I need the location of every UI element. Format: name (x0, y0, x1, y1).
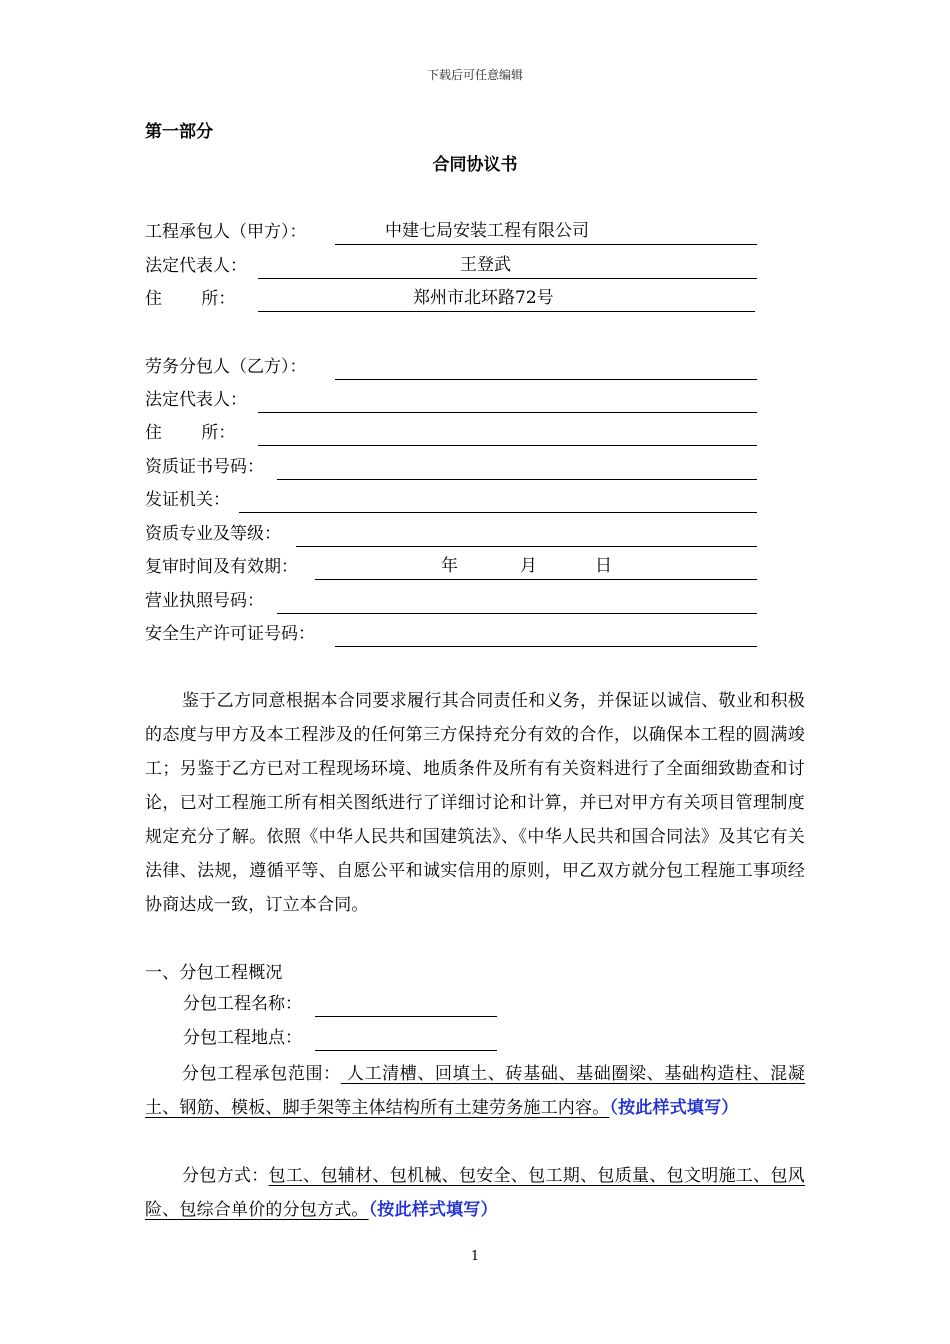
mode-label: 分包方式： (182, 1166, 269, 1186)
mode-value: 包工、包辅材、包机械、包安全、包工期、包质量、包文明施工、包风险、包综合单价的分包方式。 (145, 1166, 805, 1220)
field-value: 王登武 (460, 255, 511, 275)
document-title: 合同协议书 (432, 155, 518, 175)
party-b-qualification-row (145, 520, 757, 548)
party-a-address-row (145, 285, 755, 313)
party-a-legal-rep-row (145, 252, 757, 280)
field-label: 住 所： (145, 423, 236, 443)
page-number: 1 (470, 1249, 480, 1264)
mode-paragraph (145, 1159, 805, 1227)
field-underline[interactable] (239, 486, 757, 513)
field-label: 资质专业及等级： (145, 524, 281, 544)
party-a-contractor-row (145, 218, 757, 246)
field-underline[interactable] (335, 620, 757, 647)
field-label: 法定代表人： (145, 390, 247, 410)
field-value: 中建七局安装工程有限公司 (385, 221, 589, 241)
date-day-label: 日 (595, 556, 612, 576)
scope-paragraph (145, 1057, 805, 1125)
section-1-heading: 一、分包工程概况 (145, 963, 283, 983)
scope-label: 分包工程承包范围： (182, 1064, 341, 1084)
project-location-field[interactable] (315, 1024, 497, 1051)
field-value: 郑州市北环路72号 (413, 288, 554, 308)
party-b-cert-number-row (145, 453, 757, 481)
field-underline[interactable] (296, 520, 757, 547)
mode-fill-note: （按此样式填写） (368, 1200, 498, 1220)
field-label: 营业执照号码： (145, 591, 264, 611)
field-label: 劳务分包人（乙方）： (145, 357, 307, 377)
field-label: 复审时间及有效期： (145, 557, 298, 577)
field-label: 资质证书号码： (145, 457, 264, 477)
field-underline[interactable] (335, 353, 757, 380)
party-b-safety-permit-row (145, 620, 757, 648)
date-month-label: 月 (520, 556, 537, 576)
field-underline[interactable] (258, 386, 757, 413)
field-underline[interactable] (258, 419, 757, 446)
header-note: 下载后可任意编辑 (426, 68, 523, 82)
party-b-legal-rep-row (145, 386, 757, 414)
project-name-field[interactable] (315, 990, 497, 1017)
part-label: 第一部分 (145, 122, 213, 142)
date-year-label: 年 (441, 556, 458, 576)
party-b-license-row (145, 587, 757, 615)
field-label: 分包工程地点： (183, 1028, 302, 1048)
field-label: 工程承包人（甲方）： (145, 222, 307, 242)
field-label: 安全生产许可证号码： (145, 624, 315, 644)
field-underline[interactable] (277, 587, 757, 614)
scope-fill-note: （按此样式填写） (609, 1098, 739, 1118)
party-b-address-row (145, 419, 757, 447)
project-name-row (183, 990, 503, 1018)
field-label: 分包工程名称： (183, 994, 302, 1014)
party-b-subcontractor-row (145, 353, 757, 381)
party-b-issuer-row (145, 486, 757, 514)
field-underline[interactable] (277, 453, 757, 480)
party-b-review-date-row (145, 553, 757, 581)
field-label: 法定代表人： (145, 256, 247, 276)
preamble-paragraph: 鉴于乙方同意根据本合同要求履行其合同责任和义务，并保证以诚信、敬业和积极的态度与甲方及本工程涉及的任何第三方保持充分有效的合作，以确保本工程的圆满竣工；另鉴于乙方已对工程现场环境、地质条件及所有有关资料进行了全面细致勘查和讨论，已对工程施工所有相关图纸进行了详细讨论和计算，并已对甲方有关项目管理制度规定充分了解。依照《中华人民共和国建筑法》、《中华人民共和国合同法》及其它有关法律、法规，遵循平等、自愿公平和诚实信用的原则，甲乙双方就分包工程施工事项经协商达成一致，订立本合同。 (145, 691, 805, 915)
project-location-row (183, 1024, 503, 1052)
scope-value: 人工清槽、回填土、砖基础、基础圈梁、基础构造柱、混凝土、钢筋、模板、脚手架等主体结构所有土建劳务施工内容。 (145, 1064, 805, 1118)
field-label: 住 所： (145, 289, 236, 309)
field-label: 发证机关： (145, 490, 230, 510)
